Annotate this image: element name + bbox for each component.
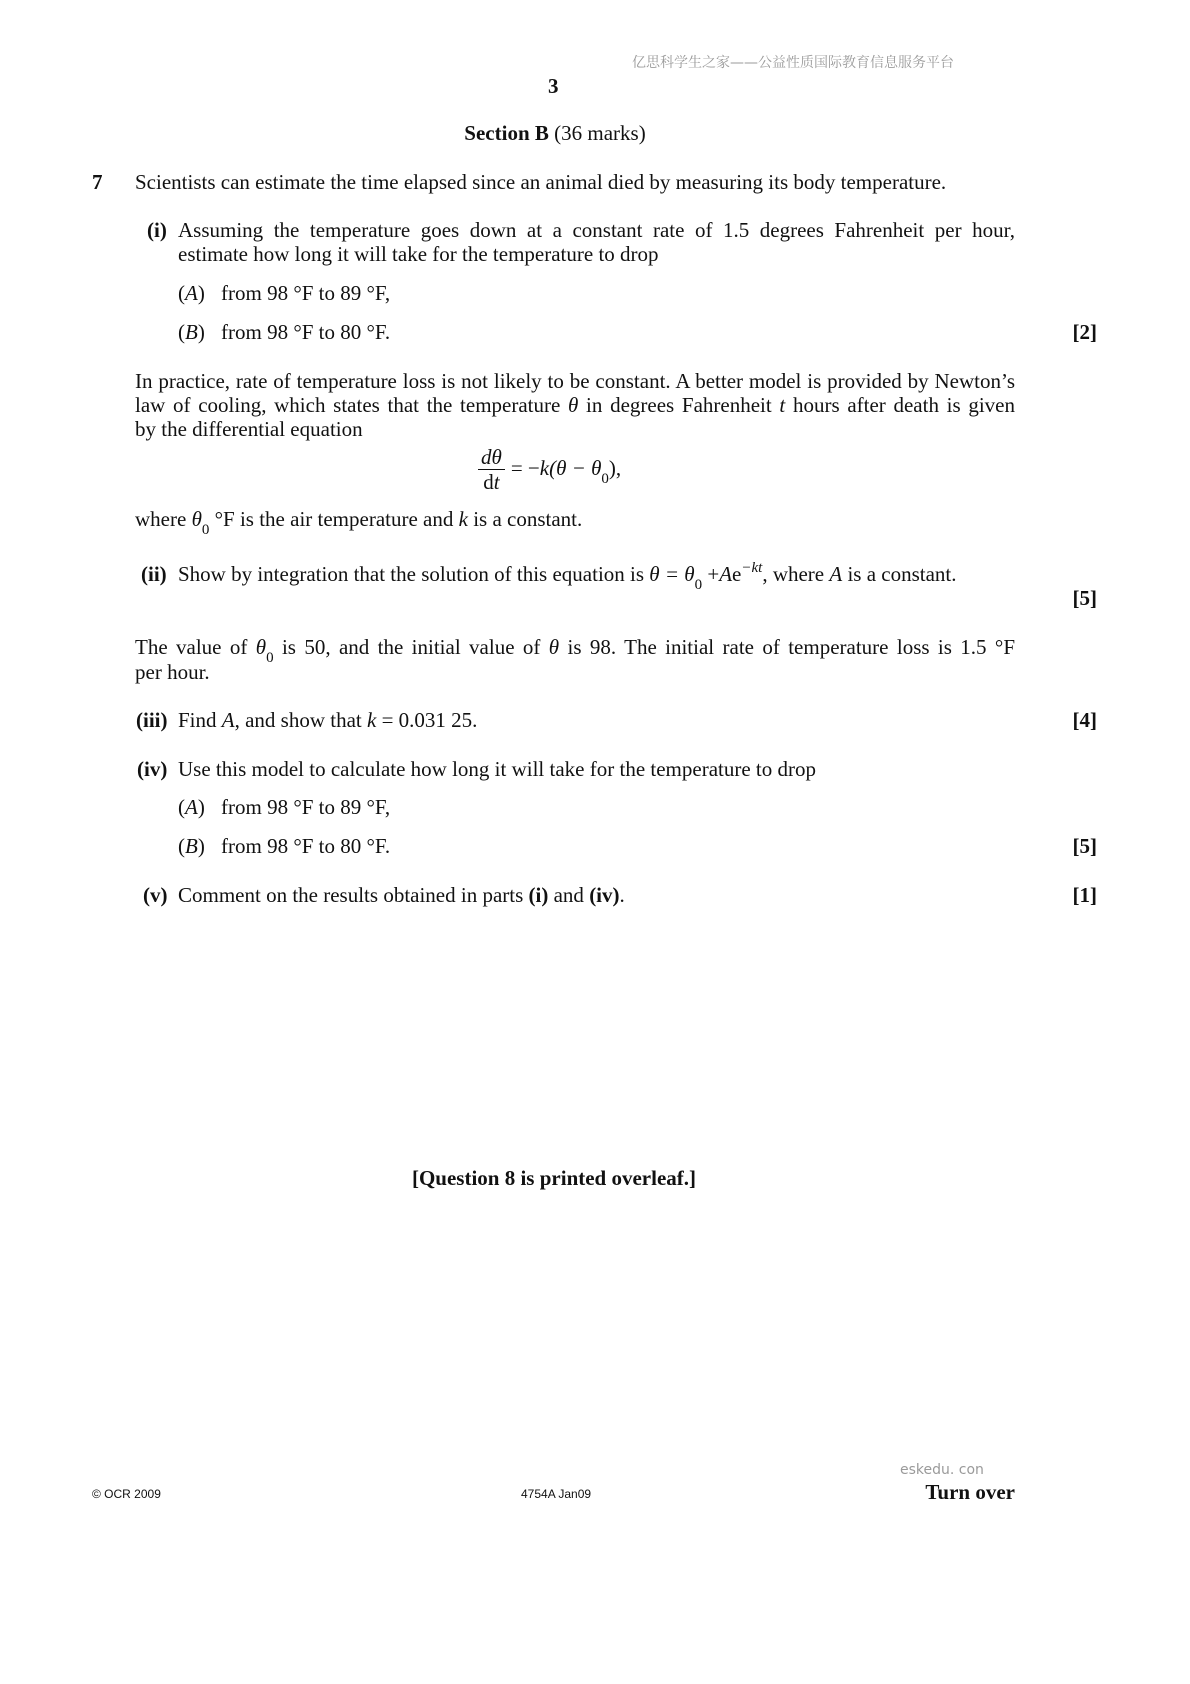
part-i-line1: Assuming the temperature goes down at a constant rate of 1.5 degrees Fahrenheit per hour, xyxy=(178,218,1015,242)
part-v-label: (v) xyxy=(143,883,168,907)
section-title: Section B xyxy=(464,121,549,145)
part-i-A-text: from 98 °F to 89 °F, xyxy=(221,281,391,305)
part-ii-label: (ii) xyxy=(141,562,167,586)
para1-line2-a: law of cooling, which states that the temperature xyxy=(135,393,561,417)
question-intro: Scientists can estimate the time elapsed since an animal died by measuring its body temperature. xyxy=(135,170,947,194)
part-iv-B: (B) xyxy=(178,834,205,858)
part-ii-marks: [5] xyxy=(1072,586,1097,610)
para1-line2-b: in degrees Fahrenheit xyxy=(586,393,772,417)
theta-symbol: θ xyxy=(568,393,579,417)
part-v-marks: [1] xyxy=(1072,883,1097,907)
header-watermark: 亿思科学生之家——公益性质国际教育信息服务平台 xyxy=(632,55,954,71)
para1-line2 xyxy=(135,392,1015,418)
part-iii-text: Find A, and show that k = 0.031 25. xyxy=(178,708,478,732)
section-marks: (36 marks) xyxy=(554,121,646,145)
part-iv-A: (A) xyxy=(178,795,205,819)
equation-rhs: = $-k(\theta - \theta_0)$, xyxy=(510,456,622,487)
fraction-denominator: dt xyxy=(483,470,500,494)
where-line: where $\theta_0$ °F is the air temperature and k is a constant. xyxy=(135,507,583,538)
part-i-B-label: B xyxy=(185,320,198,344)
part-i-A: (A) xyxy=(178,281,205,305)
footer-watermark: eskedu. con xyxy=(900,1462,984,1478)
part-iv-text: Use this model to calculate how long it will take for the temperature to drop xyxy=(178,757,816,781)
section-heading xyxy=(0,120,1110,146)
part-iv-A-label: A xyxy=(185,795,198,819)
part-iv-label: (iv) xyxy=(137,757,168,781)
turn-over: Turn over xyxy=(925,1480,1015,1504)
part-v-text: Comment on the results obtained in parts (i) and (iv). xyxy=(178,883,625,907)
part-i-line2: estimate how long it will take for the temperature to drop xyxy=(178,242,659,266)
part-iii-marks: [4] xyxy=(1072,708,1097,732)
derivative-fraction xyxy=(478,445,505,494)
fraction-numerator: dθ xyxy=(478,445,505,470)
part-i-A-label: A xyxy=(185,281,198,305)
part-iii-label: (iii) xyxy=(136,708,168,732)
part-iv-marks: [5] xyxy=(1072,834,1097,858)
para1-line1: In practice, rate of temperature loss is not likely to be constant. A better model is provided by Newton’s xyxy=(135,369,1015,393)
part-i-B-text: from 98 °F to 80 °F. xyxy=(221,320,391,344)
part-iv-A-text: from 98 °F to 89 °F, xyxy=(221,795,391,819)
para2-line1: The value of $\theta_0$ is 50, and the initial value of θ is 98. The initial rate of temperature loss is 1.5 °F xyxy=(135,635,1015,666)
part-ii-text: Show by integration that the solution of this equation is $\theta = \theta_0 +Ae^{-kt}$, where A is a constant. xyxy=(178,560,957,593)
para1-line3: by the differential equation xyxy=(135,417,363,441)
differential-equation xyxy=(478,445,621,494)
overleaf-note: [Question 8 is printed overleaf.] xyxy=(411,1166,697,1190)
para1-line2-c: hours after death is given xyxy=(792,393,1015,417)
part-iv-B-text: from 98 °F to 80 °F. xyxy=(221,834,391,858)
para2-line2: per hour. xyxy=(135,660,210,684)
t-symbol: t xyxy=(779,393,786,417)
question-number: 7 xyxy=(92,170,103,194)
part-i-label: (i) xyxy=(147,218,167,242)
part-i-B: (B) xyxy=(178,320,205,344)
footer-copyright: © OCR 2009 xyxy=(92,1487,161,1501)
part-iv-B-label: B xyxy=(185,834,198,858)
page-number: 3 xyxy=(548,74,559,98)
part-i-marks: [2] xyxy=(1072,320,1097,344)
footer-paper-code: 4754A Jan09 xyxy=(521,1487,592,1501)
